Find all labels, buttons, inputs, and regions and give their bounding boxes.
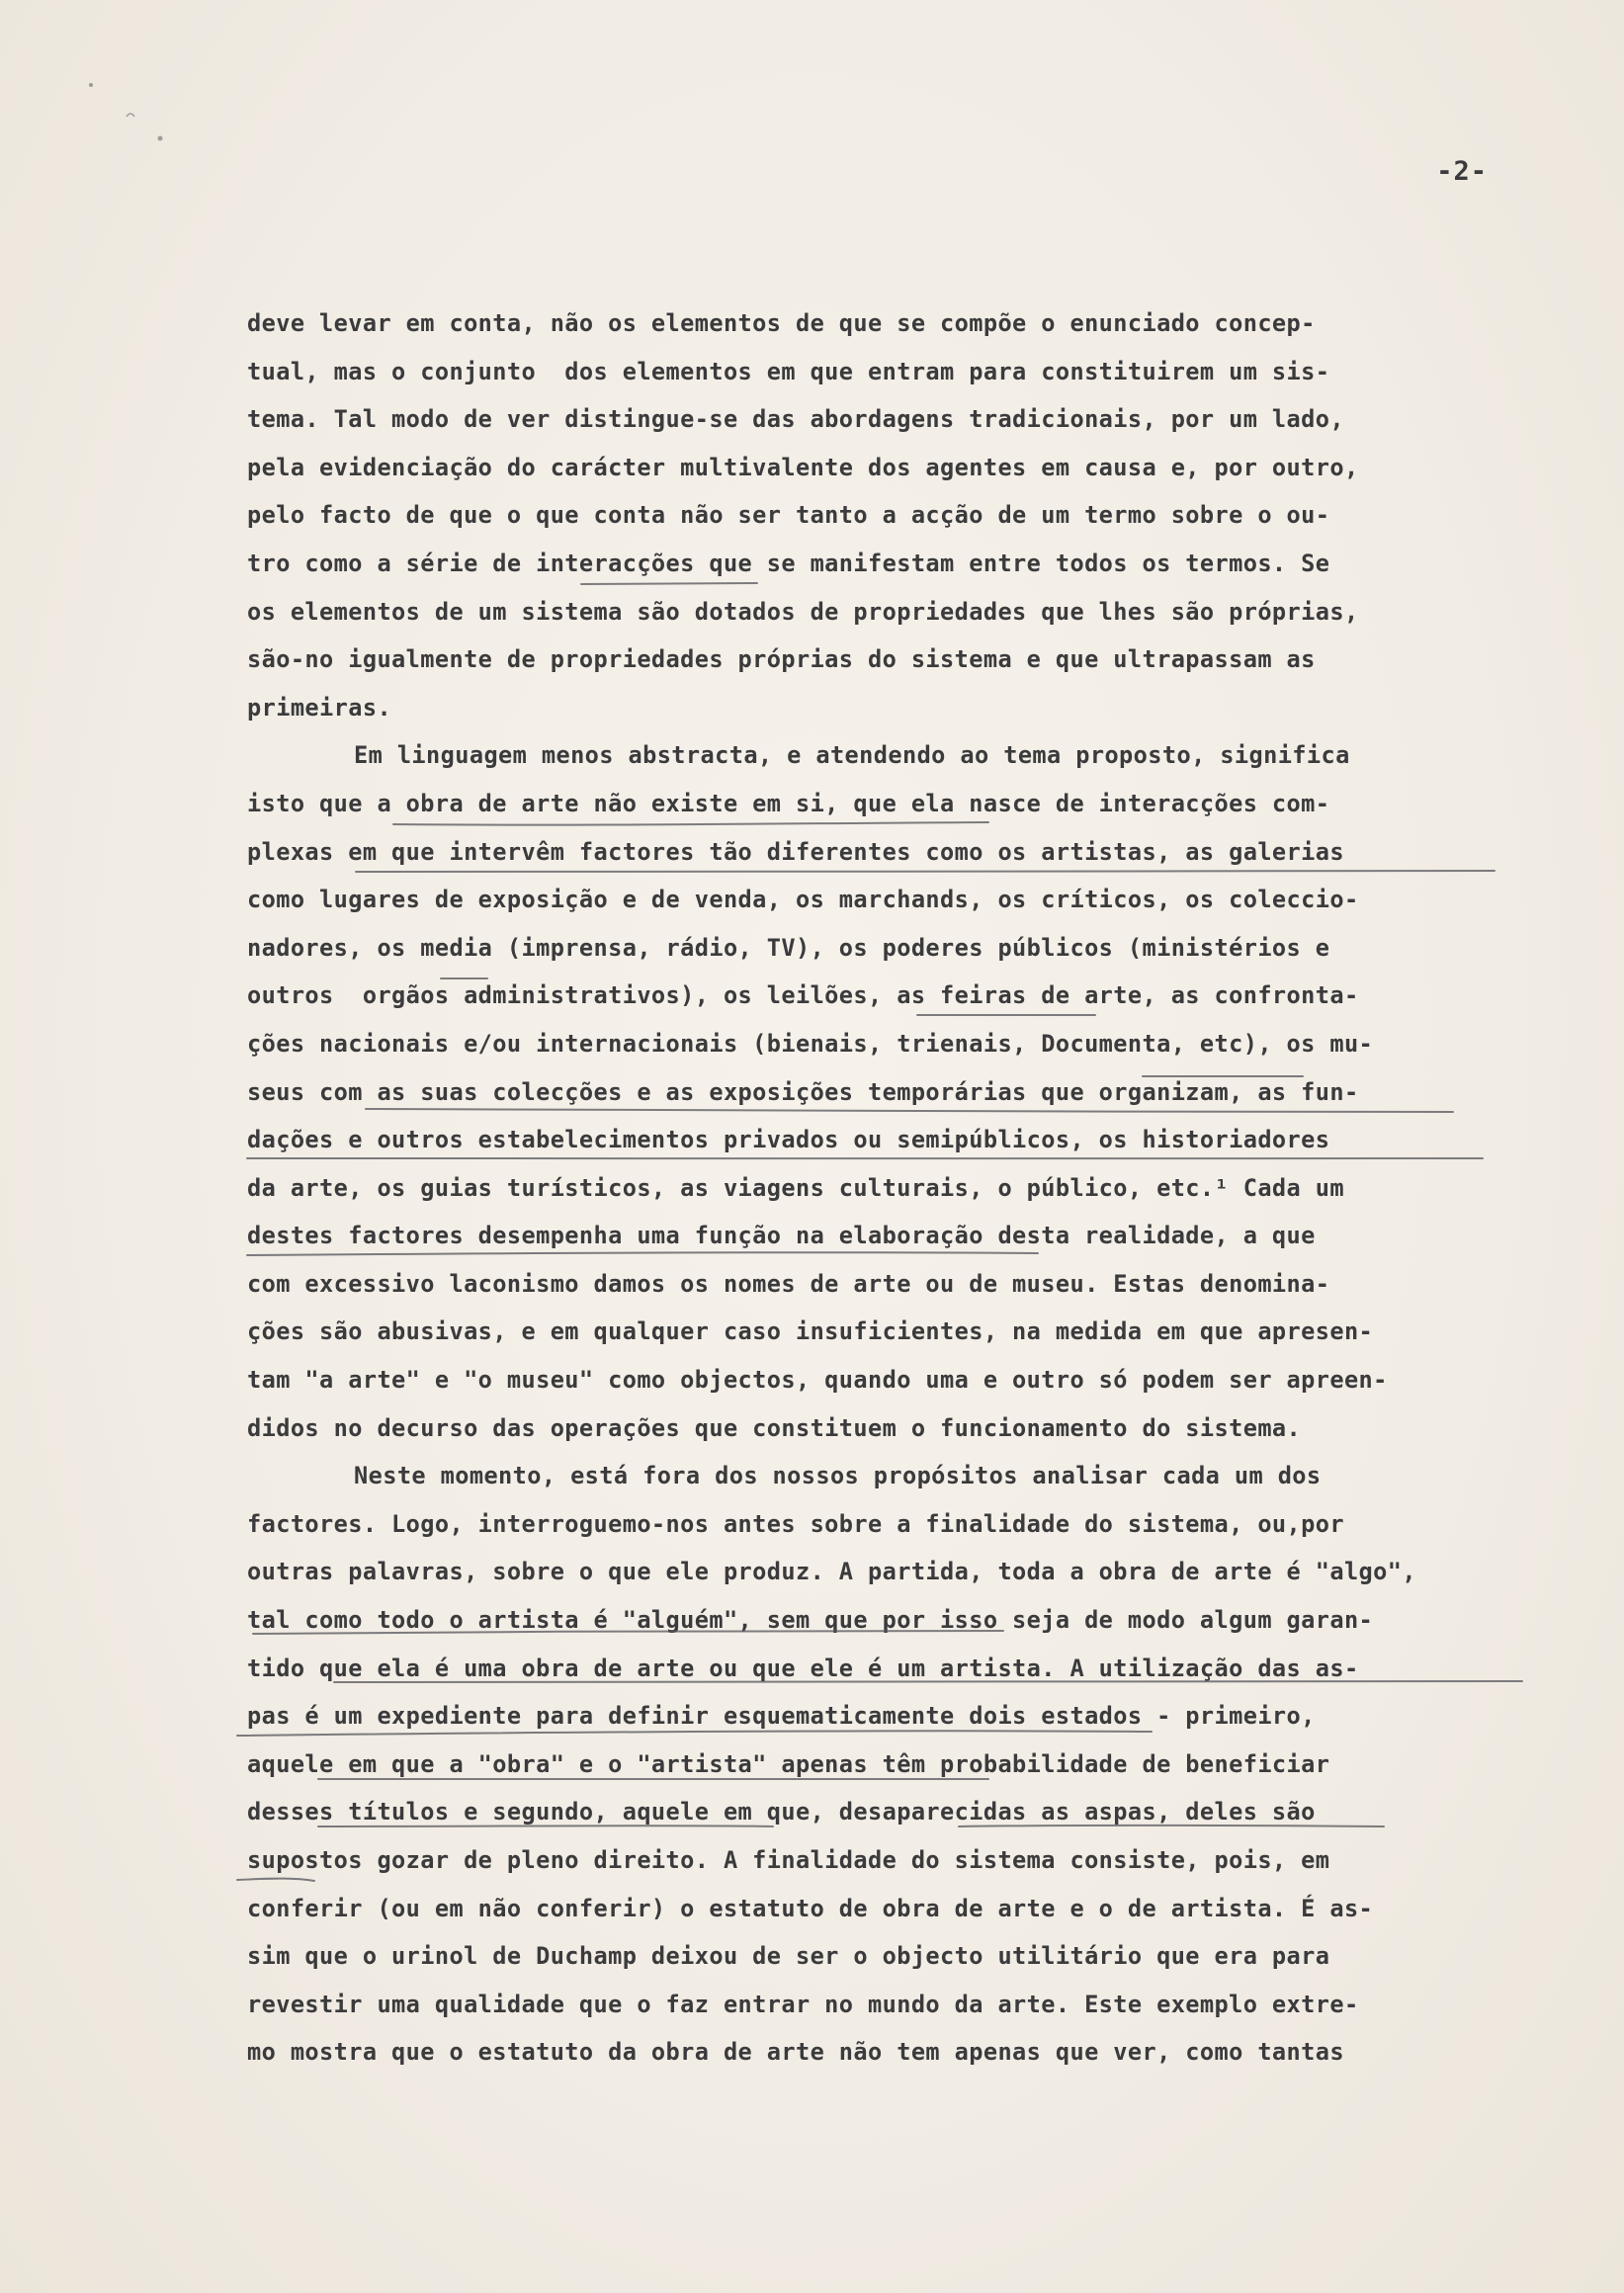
text-line: tido que ela é uma obra de arte ou que ele é um artista. A utilização das as- (247, 1654, 1359, 1682)
text-line: supostos gozar de pleno direito. A finalidade do sistema consiste, pois, em (247, 1846, 1330, 1874)
text-line: isto que a obra de arte não existe em si, que ela nasce de interacções com- (247, 789, 1330, 817)
text-line: mo mostra que o estatuto da obra de arte não tem apenas que ver, como tantas (247, 2038, 1344, 2067)
text-line: pelo facto de que o que conta não ser tanto a acção de um termo sobre o ou- (247, 501, 1330, 530)
text-line: plexas em que intervêm factores tão diferentes como os artistas, as galerias (247, 837, 1344, 866)
stray-mark (89, 83, 93, 87)
stray-mark (158, 136, 163, 141)
text-line: revestir uma qualidade que o faz entrar no mundo da arte. Este exemplo extre- (247, 1990, 1359, 2018)
text-line: outros orgãos administrativos), os leilões, as feiras de arte, as confronta- (247, 981, 1359, 1010)
text-line: ções são abusivas, e em qualquer caso insuficientes, na medida em que apresen- (247, 1317, 1374, 1346)
text-line: seus com as suas colecções e as exposições temporárias que organizam, as fun- (247, 1077, 1359, 1106)
text-line: desses títulos e segundo, aquele em que, desaparecidas as aspas, deles são (247, 1798, 1316, 1826)
text-line: são-no igualmente de propriedades próprias do sistema e que ultrapassam as (247, 645, 1316, 674)
text-line: ções nacionais e/ou internacionais (bienais, trienais, Documenta, etc), os mu- (247, 1029, 1374, 1058)
text-line: deve levar em conta, não os elementos de que se compõe o enunciado concep- (247, 309, 1316, 337)
text-line: conferir (ou em não conferir) o estatuto de obra de arte e o de artista. É as- (247, 1894, 1374, 1922)
text-line: os elementos de um sistema são dotados de propriedades que lhes são próprias, (247, 597, 1359, 626)
text-line: tro como a série de interacções que se manifestam entre todos os termos. Se (247, 549, 1330, 577)
page-number: -2- (1436, 156, 1488, 187)
text-line: sim que o urinol de Duchamp deixou de ser o objecto utilitário que era para (247, 1942, 1330, 1971)
paragraph-first-line: Neste momento, está fora dos nossos propósitos analisar cada um dos (354, 1462, 1322, 1490)
text-line: da arte, os guias turísticos, as viagens culturais, o público, etc.¹ Cada um (247, 1173, 1344, 1202)
text-line: nadores, os media (imprensa, rádio, TV), os poderes públicos (ministérios e (247, 933, 1330, 962)
stray-mark (127, 114, 134, 117)
text-line: pas é um expediente para definir esquematicamente dois estados - primeiro, (247, 1702, 1316, 1731)
text-line: outras palavras, sobre o que ele produz. A partida, toda a obra de arte é "algo", (247, 1558, 1416, 1586)
text-line: destes factores desempenha uma função na elaboração desta realidade, a que (247, 1222, 1316, 1250)
text-line: aquele em que a "obra" e o "artista" apenas têm probabilidade de beneficiar (247, 1749, 1330, 1778)
paragraph-first-line: Em linguagem menos abstracta, e atendendo ao tema proposto, significa (354, 741, 1350, 770)
text-line: tam "a arte" e "o museu" como objectos, quando uma e outro só podem ser apreen- (247, 1366, 1388, 1395)
text-line: factores. Logo, interroguemo-nos antes sobre a finalidade do sistema, ou,por (247, 1509, 1344, 1538)
body-text (247, 299, 1552, 2077)
text-line: tual, mas o conjunto dos elementos em que entram para constituirem um sis- (247, 357, 1330, 385)
text-line: como lugares de exposição e de venda, os marchands, os críticos, os coleccio- (247, 886, 1359, 914)
text-line: tal como todo o artista é "alguém", sem que por isso seja de modo algum garan- (247, 1606, 1374, 1635)
text-line: pela evidenciação do carácter multivalente dos agentes em causa e, por outro, (247, 453, 1359, 481)
text-line: primeiras. (247, 693, 392, 722)
text-line: didos no decurso das operações que constituem o funcionamento do sistema. (247, 1413, 1302, 1442)
text-line: com excessivo laconismo damos os nomes de arte ou de museu. Estas denomina- (247, 1269, 1330, 1298)
text-line: tema. Tal modo de ver distingue-se das abordagens tradicionais, por um lado, (247, 405, 1344, 434)
text-line: dações e outros estabelecimentos privados ou semipúblicos, os historiadores (247, 1126, 1330, 1154)
